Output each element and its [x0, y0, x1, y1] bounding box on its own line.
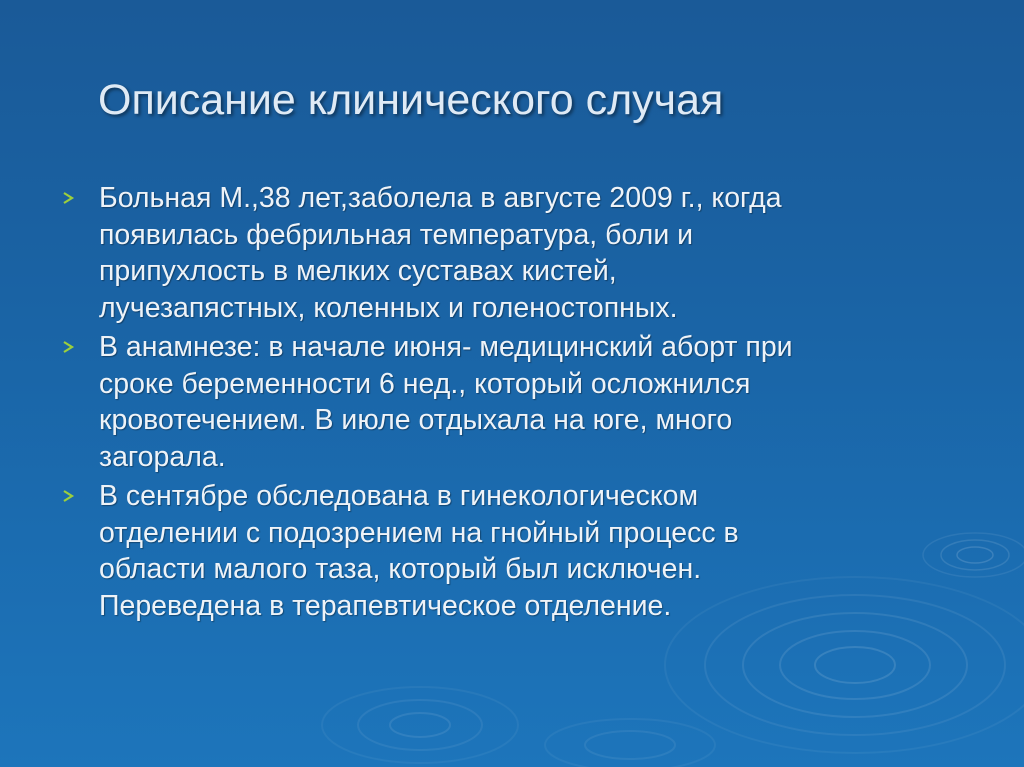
- bullet-line: кровотечением. В июле отдыхала на юге, много: [99, 404, 733, 436]
- bullet-line: лучезапястных, коленных и голеностопных.: [99, 291, 678, 324]
- bullet-line: появилась фебрильная температура, боли и: [99, 218, 694, 251]
- bullet-line: отделении с подозрением на гнойный процесс в: [99, 516, 739, 549]
- bullet-line: Переведена в терапевтическое отделение.: [99, 589, 672, 622]
- bullet-line: загорала.: [99, 440, 226, 473]
- slide-title: Описание клинического случая: [98, 76, 724, 124]
- bullet-item: [62, 478, 962, 624]
- bullet-item: [62, 329, 962, 475]
- bullet-line: Больная М.,38 лет,заболела в августе 2009 г., когда: [99, 182, 782, 214]
- bullet-line: сроке беременности 6 нед., который осложнился: [99, 367, 751, 400]
- chevron-right-icon: [62, 489, 75, 503]
- bullet-line: В сентябре обследована в гинекологическом: [99, 480, 699, 512]
- bullet-item: [62, 180, 962, 326]
- bullet-line: В анамнезе: в начале июня- медицинский аборт при: [99, 331, 793, 363]
- chevron-right-icon: [62, 191, 75, 205]
- bullet-line: припухлость в мелких суставах кистей,: [99, 255, 617, 287]
- bullet-line: области малого таза, который был исключен.: [99, 553, 702, 585]
- bullet-list: [62, 180, 962, 627]
- chevron-right-icon: [62, 340, 75, 354]
